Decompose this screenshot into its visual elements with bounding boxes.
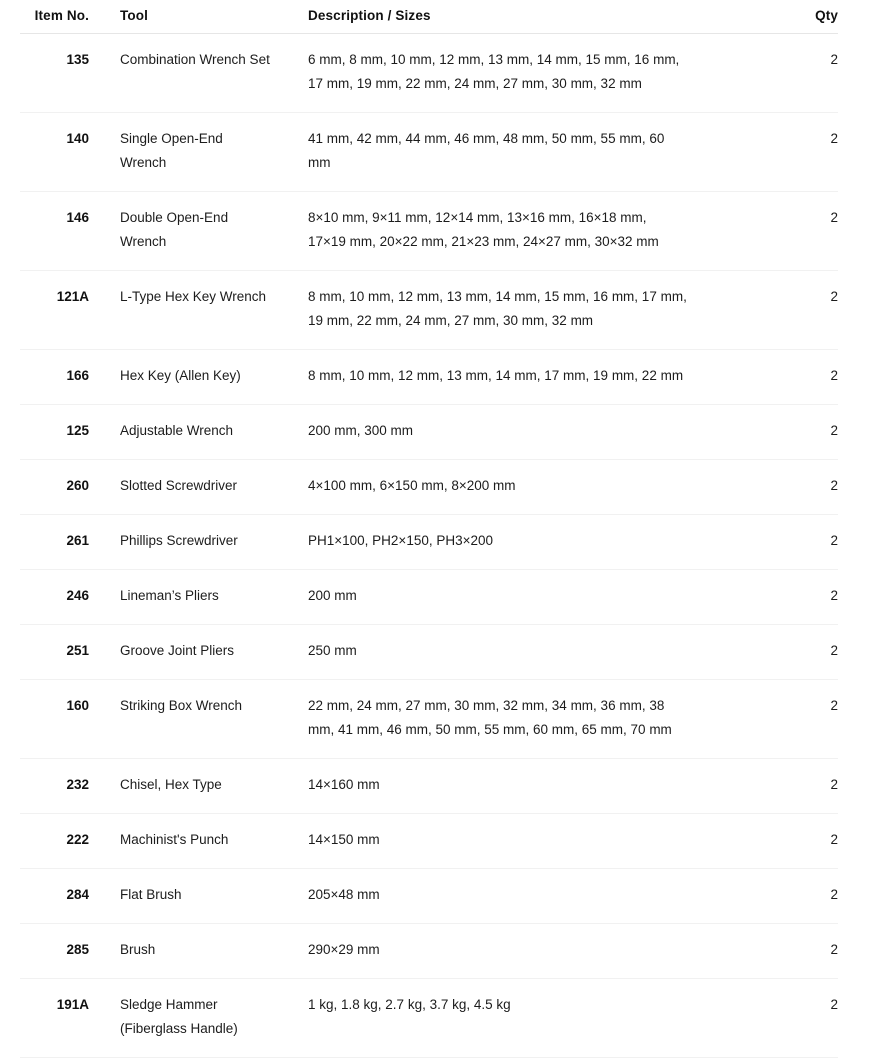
cell-qty: 2 [830,698,838,713]
cell-description: 6 mm, 8 mm, 10 mm, 12 mm, 13 mm, 14 mm, 15 mm, 16 mm, 17 mm, 19 mm, 22 mm, 24 mm, 27 mm, 30 mm, 32 mm [308,52,680,91]
cell-tool: L-Type Hex Key Wrench [120,289,267,304]
table-row [20,570,838,625]
cell-tool: Slotted Screwdriver [120,478,238,493]
column-header-description: Description / Sizes [308,8,431,23]
cell-description: 205×48 mm [308,887,380,902]
column-header-tool: Tool [120,8,149,23]
table-row [20,460,838,515]
cell-qty: 2 [830,777,838,792]
cell-tool: Groove Joint Pliers [120,643,235,658]
cell-tool: Flat Brush [120,887,182,902]
cell-description: 200 mm [308,588,357,603]
cell-item-no: 260 [66,478,89,493]
cell-qty: 2 [830,423,838,438]
cell-item-no: 125 [66,423,89,438]
cell-item-no: 121A [56,289,89,304]
table-body [20,34,838,1058]
table-row [20,979,838,1058]
cell-qty: 2 [830,210,838,225]
cell-tool: Machinist's Punch [120,832,229,847]
cell-item-no: 146 [66,210,89,225]
cell-item-no: 285 [66,942,89,957]
table-row [20,271,838,350]
cell-qty: 2 [830,368,838,383]
cell-item-no: 191A [56,997,89,1012]
cell-item-no: 232 [66,777,89,792]
cell-tool: Adjustable Wrench [120,423,234,438]
table-row [20,515,838,570]
cell-description: 8×10 mm, 9×11 mm, 12×14 mm, 13×16 mm, 16×18 mm, 17×19 mm, 20×22 mm, 21×23 mm, 24×27 mm, 30×32 mm [308,210,659,249]
cell-tool: Lineman’s Pliers [120,588,219,603]
tool-inventory-table [20,0,838,1058]
table-row [20,405,838,460]
cell-description: 4×100 mm, 6×150 mm, 8×200 mm [308,478,516,493]
cell-item-no: 160 [66,698,89,713]
table-row [20,680,838,759]
cell-tool: Single Open-End Wrench [120,131,223,170]
cell-description: 22 mm, 24 mm, 27 mm, 30 mm, 32 mm, 34 mm, 36 mm, 38 mm, 41 mm, 46 mm, 50 mm, 55 mm, 60 mm, 65 mm, 70 mm [308,698,672,737]
cell-item-no: 261 [66,533,89,548]
table-row [20,924,838,979]
cell-tool: Sledge Hammer (Fiberglass Handle) [120,997,238,1036]
cell-description: 41 mm, 42 mm, 44 mm, 46 mm, 48 mm, 50 mm, 55 mm, 60 mm [308,131,665,170]
cell-qty: 2 [830,832,838,847]
cell-qty: 2 [830,942,838,957]
cell-qty: 2 [830,997,838,1012]
cell-tool: Hex Key (Allen Key) [120,368,241,383]
column-header-qty: Qty [815,8,838,23]
cell-qty: 2 [830,887,838,902]
table-row [20,869,838,924]
cell-qty: 2 [830,588,838,603]
cell-qty: 2 [830,289,838,304]
cell-item-no: 135 [66,52,89,67]
cell-qty: 2 [830,131,838,146]
cell-tool: Brush [120,942,156,957]
table-row [20,192,838,271]
table-header-row [20,0,838,34]
cell-description: 8 mm, 10 mm, 12 mm, 13 mm, 14 mm, 17 mm, 19 mm, 22 mm [308,368,684,383]
cell-description: 290×29 mm [308,942,380,957]
table-header [20,0,838,34]
cell-description: 8 mm, 10 mm, 12 mm, 13 mm, 14 mm, 15 mm, 16 mm, 17 mm, 19 mm, 22 mm, 24 mm, 27 mm, 30 mm, 32 mm [308,289,687,328]
cell-description: 250 mm [308,643,357,658]
cell-description: 14×160 mm [308,777,380,792]
cell-item-no: 246 [66,588,89,603]
table-row [20,814,838,869]
cell-item-no: 284 [66,887,89,902]
column-header-item-no: Item No. [34,8,89,23]
cell-qty: 2 [830,478,838,493]
cell-description: 200 mm, 300 mm [308,423,414,438]
cell-item-no: 251 [66,643,89,658]
cell-tool: Chisel, Hex Type [120,777,222,792]
cell-qty: 2 [830,52,838,67]
cell-qty: 2 [830,643,838,658]
cell-tool: Phillips Screwdriver [120,533,238,548]
table-row [20,759,838,814]
cell-description: PH1×100, PH2×150, PH3×200 [308,533,494,548]
cell-item-no: 222 [66,832,89,847]
cell-qty: 2 [830,533,838,548]
table-row [20,34,838,113]
cell-tool: Combination Wrench Set [120,52,270,67]
table-row [20,625,838,680]
cell-tool: Double Open-End Wrench [120,210,229,249]
cell-item-no: 140 [66,131,89,146]
cell-description: 1 kg, 1.8 kg, 2.7 kg, 3.7 kg, 4.5 kg [308,997,511,1012]
cell-tool: Striking Box Wrench [120,698,243,713]
cell-item-no: 166 [66,368,89,383]
table-row [20,350,838,405]
cell-description: 14×150 mm [308,832,380,847]
table-row [20,113,838,192]
